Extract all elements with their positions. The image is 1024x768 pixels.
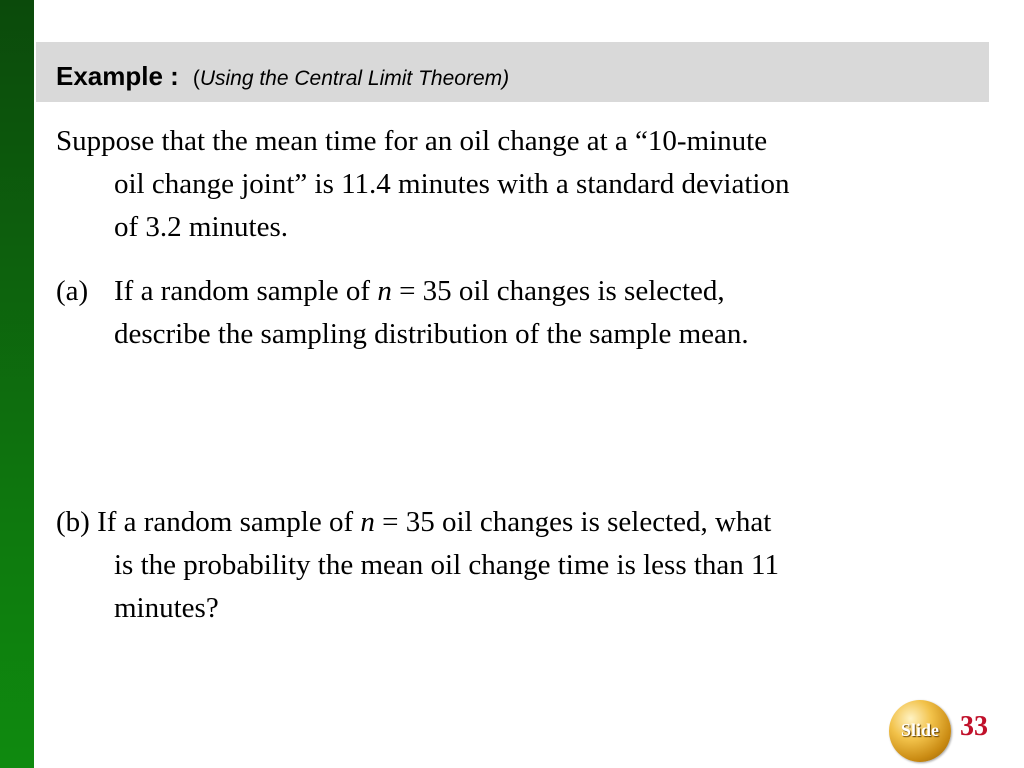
question-b-variable: n bbox=[360, 506, 375, 538]
question-a-variable: n bbox=[377, 275, 392, 307]
question-b-text-after: = 35 oil changes is selected, what bbox=[374, 506, 772, 538]
question-a-text-before: If a random sample of bbox=[114, 275, 378, 307]
question-b-line-3: minutes? bbox=[114, 592, 219, 624]
title-subtitle bbox=[193, 67, 509, 90]
question-b-line-1 bbox=[56, 501, 956, 544]
title-main: Example : bbox=[56, 61, 179, 91]
question-b-text-before: (b) If a random sample of bbox=[56, 506, 361, 538]
intro-line-1: Suppose that the mean time for an oil change at a “10-minute bbox=[56, 125, 768, 157]
slide-number: 33 bbox=[960, 711, 988, 742]
intro-paragraph bbox=[56, 120, 956, 249]
intro-line-2: oil change joint” is 11.4 minutes with a standard deviation bbox=[114, 168, 790, 200]
question-a-marker: (a) bbox=[56, 275, 89, 307]
question-a bbox=[56, 270, 956, 356]
question-a-line-1 bbox=[56, 270, 956, 313]
question-b-line-2: is the probability the mean oil change time is less than 11 bbox=[114, 549, 779, 581]
title-paren-open: ( bbox=[192, 67, 200, 90]
slide-badge-label: Slide bbox=[900, 720, 939, 740]
question-b bbox=[56, 501, 956, 630]
left-accent-bar bbox=[0, 0, 34, 768]
slide-badge-icon bbox=[889, 700, 951, 762]
question-a-text-after: = 35 oil changes is selected, bbox=[391, 275, 725, 307]
title-sub-text: Using the Central Limit Theorem) bbox=[199, 67, 510, 90]
intro-line-3: of 3.2 minutes. bbox=[114, 211, 288, 243]
slide-title bbox=[56, 60, 509, 95]
question-a-line-2: describe the sampling distribution of the sample mean. bbox=[114, 318, 749, 350]
